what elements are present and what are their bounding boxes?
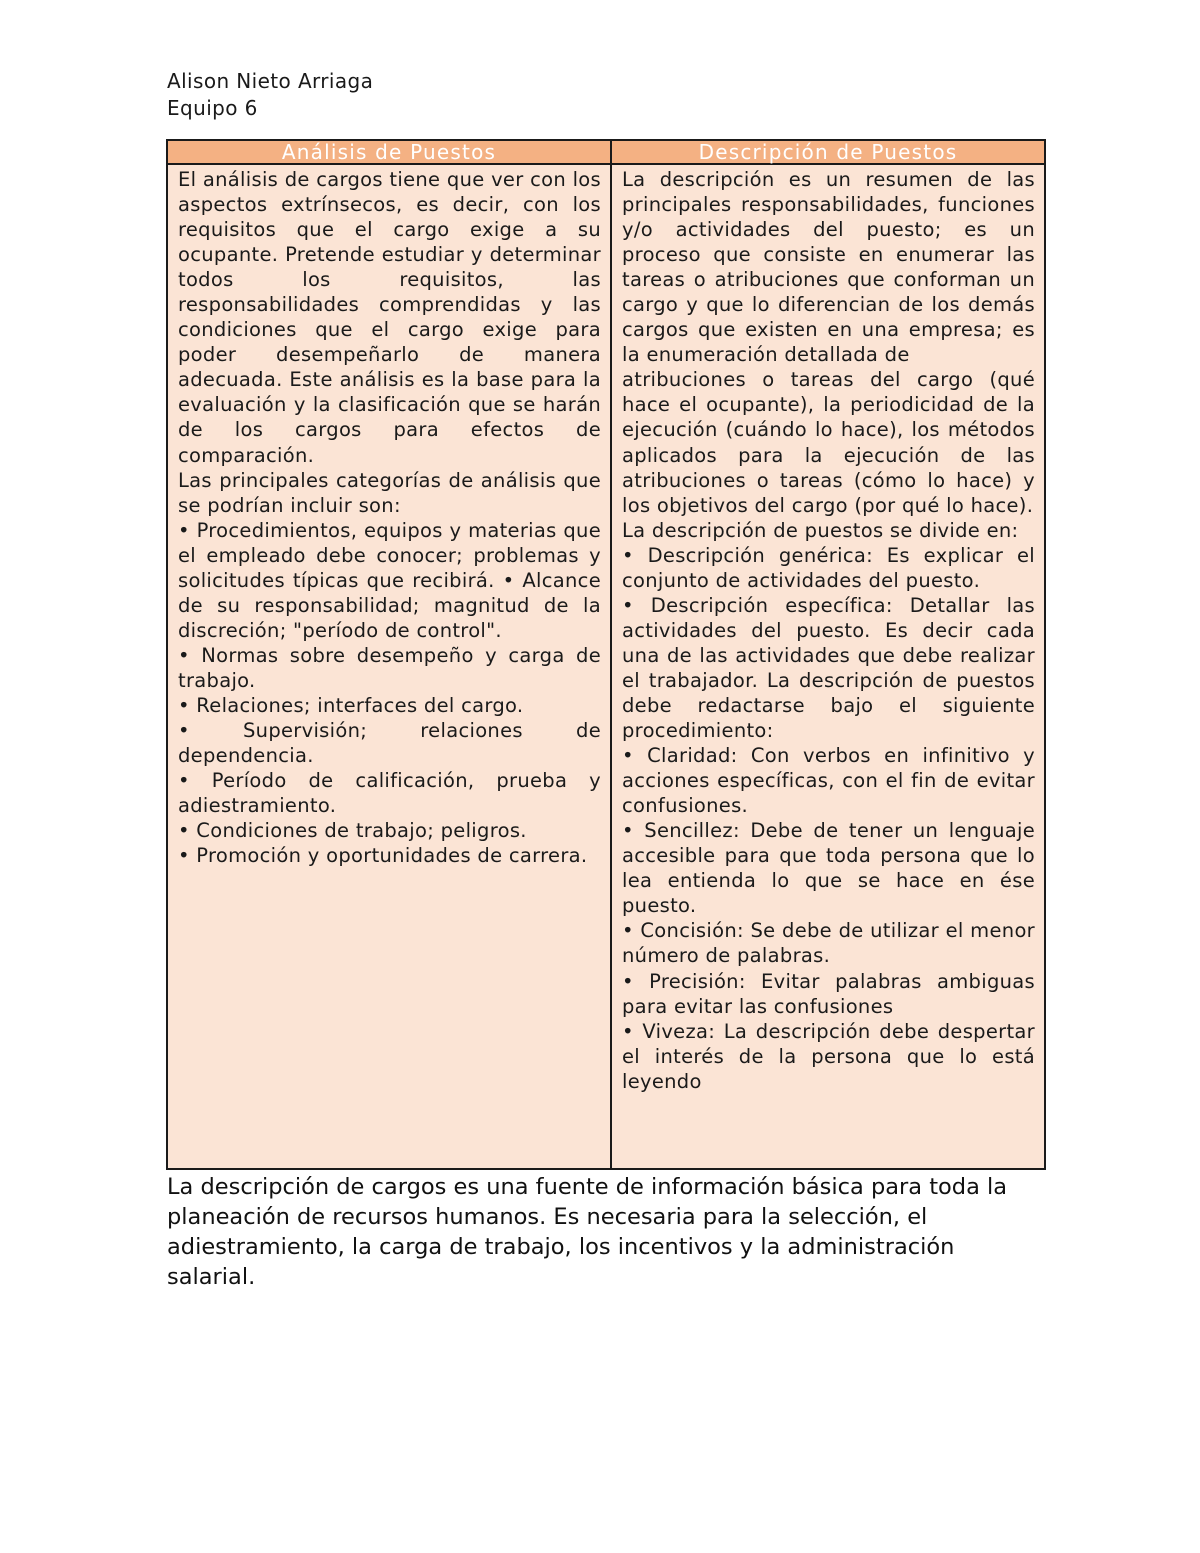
analisis-bullet: • Promoción y oportunidades de carrera. bbox=[178, 844, 588, 868]
descripcion-bullet: • Descripción específica: Detallar las actividades del puesto. Es decir cada una de las actividades que debe realizar el trabajador. La descripción de puestos debe redactarse bajo el siguiente procedimiento: bbox=[622, 593, 1035, 743]
descripcion-bullet: • Claridad: Con verbos en infinitivo y acciones específicas, con el fin de evitar confusiones. bbox=[622, 744, 1035, 818]
author-name: Alison Nieto Arriaga bbox=[167, 69, 374, 93]
analisis-paragraph: El análisis de cargos tiene que ver con los aspectos extrínsecos, es decir, con los requisitos que el cargo exige a su ocupante. Pretende estudiar y determinar todos los requisitos, las responsabilidades comprendidas y las condiciones que el cargo exige para poder desempeñarlo de manera adecuada. Este análisis es la base para la evaluación y la clasificación que se harán de los cargos para efectos de comparación. bbox=[178, 168, 601, 467]
analisis-bullet: • Supervisión; relaciones de dependencia. bbox=[178, 719, 601, 768]
descripcion-bullet: • Concisión: Se debe de utilizar el menor número de palabras. bbox=[622, 919, 1035, 968]
document-header bbox=[167, 68, 373, 122]
analisis-bullet: • Condiciones de trabajo; peligros. bbox=[178, 819, 527, 843]
descripcion-bullet: • Sencillez: Debe de tener un lenguaje accesible para que toda persona que lo lea entienda lo que se hace en ése puesto. bbox=[622, 819, 1035, 918]
analisis-bullet: • Relaciones; interfaces del cargo. bbox=[178, 693, 524, 717]
analisis-bullet: • Normas sobre desempeño y carga de trabajo. bbox=[178, 643, 601, 692]
descripcion-bullet: • Descripción genérica: Es explicar el conjunto de actividades del puesto. bbox=[622, 543, 1035, 592]
analisis-bullet: • Período de calificación, prueba y adiestramiento. bbox=[178, 769, 601, 818]
column-header-descripcion: Descripción de Puestos bbox=[611, 140, 1045, 164]
conclusion-paragraph: La descripción de cargos es una fuente de información básica para toda la planeación de recursos humanos. Es necesaria para la selección, el adiestramiento, la carga de trabajo, los incentivos y la administración salarial. bbox=[167, 1174, 1008, 1290]
descripcion-paragraph: La descripción de puestos se divide en: bbox=[622, 518, 1019, 542]
comparison-table bbox=[166, 139, 1046, 1170]
table-row bbox=[167, 164, 1045, 1169]
analisis-bullet: • Procedimientos, equipos y materias que el empleado debe conocer; problemas y solicitudes típicas que recibirá. • Alcance de su responsabilidad; magnitud de la discreción; "período de control". bbox=[178, 518, 601, 642]
descripcion-cell bbox=[611, 164, 1045, 1169]
analisis-paragraph: Las principales categorías de análisis que se podrían incluir son: bbox=[178, 468, 601, 517]
column-header-analisis: Análisis de Puestos bbox=[167, 140, 611, 164]
descripcion-bullet: • Viveza: La descripción debe despertar el interés de la persona que lo está leyendo bbox=[622, 1019, 1035, 1093]
analisis-cell bbox=[167, 164, 611, 1169]
table-header-row bbox=[167, 140, 1045, 164]
team-label: Equipo 6 bbox=[167, 96, 258, 120]
descripcion-bullet: • Precisión: Evitar palabras ambiguas para evitar las confusiones bbox=[622, 969, 1035, 1018]
descripcion-paragraph: La descripción es un resumen de las principales responsabilidades, funciones y/o actividades del puesto; es un proceso que consiste en enumerar las tareas o atribuciones que conforman un cargo y que lo diferencian de los demás cargos que existen en una empresa; es la enumeración detallada de bbox=[622, 168, 1035, 367]
descripcion-paragraph: atribuciones o tareas del cargo (qué hace el ocupante), la periodicidad de la ejecución (cuándo lo hace), los métodos aplicados para la ejecución de las atribuciones o tareas (cómo lo hace) y los objetivos del cargo (por qué lo hace). bbox=[622, 368, 1035, 517]
